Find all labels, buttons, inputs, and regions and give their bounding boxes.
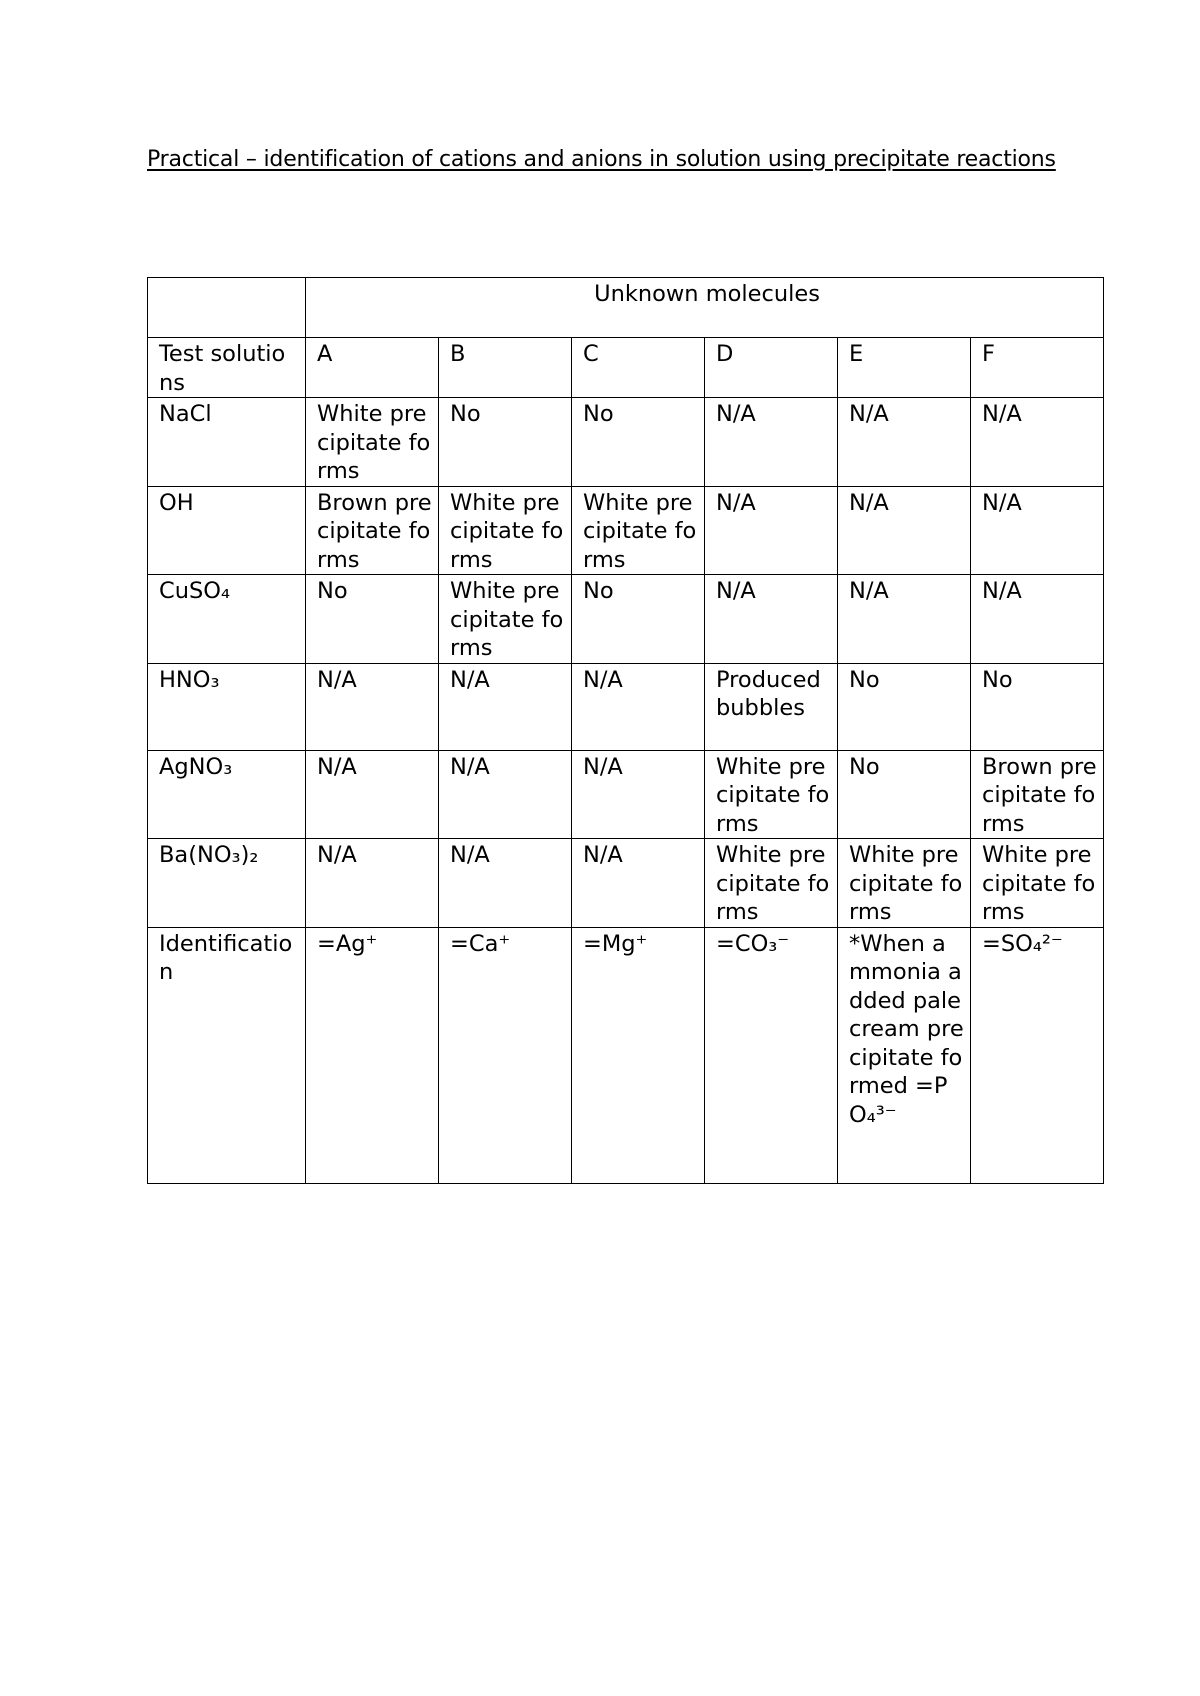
table-cell: Brown precipitate forms <box>971 750 1104 839</box>
table-cell: White precipitate forms <box>705 750 838 839</box>
table-row <box>148 398 1104 487</box>
row-label: HNO₃ <box>148 663 306 750</box>
table-cell: White precipitate forms <box>705 839 838 928</box>
table-cell: N/A <box>971 486 1104 575</box>
table-cell: No <box>838 663 971 750</box>
table-cell: N/A <box>306 663 439 750</box>
identification-cell: =SO₄²⁻ <box>971 927 1104 1183</box>
table-row <box>148 839 1104 928</box>
test-solutions-label: Test solutions <box>148 338 306 398</box>
table-cell: N/A <box>705 398 838 487</box>
table-cell: N/A <box>439 663 572 750</box>
table-cell: N/A <box>705 575 838 664</box>
column-label: D <box>705 338 838 398</box>
table-row <box>148 486 1104 575</box>
column-label: C <box>572 338 705 398</box>
row-label: CuSO₄ <box>148 575 306 664</box>
row-label: Ba(NO₃)₂ <box>148 839 306 928</box>
table-cell: White precipitate forms <box>439 575 572 664</box>
column-label: E <box>838 338 971 398</box>
table-cell: No <box>971 663 1104 750</box>
table-cell: N/A <box>838 486 971 575</box>
unknown-molecules-header: Unknown molecules <box>306 278 1104 338</box>
identification-row <box>148 927 1104 1183</box>
column-label: F <box>971 338 1104 398</box>
table-cell: N/A <box>306 750 439 839</box>
table-cell: N/A <box>439 750 572 839</box>
table-row <box>148 750 1104 839</box>
table-cell: N/A <box>838 575 971 664</box>
table-cell: No <box>572 575 705 664</box>
table-cell: N/A <box>572 663 705 750</box>
table-header-row <box>148 278 1104 338</box>
table-row <box>148 575 1104 664</box>
table-cell: N/A <box>306 839 439 928</box>
column-labels-row <box>148 338 1104 398</box>
table-cell: N/A <box>838 398 971 487</box>
column-label: A <box>306 338 439 398</box>
table-cell: White precipitate forms <box>971 839 1104 928</box>
table-cell: White precipitate forms <box>306 398 439 487</box>
results-table <box>147 277 1104 1184</box>
identification-cell: =Ag⁺ <box>306 927 439 1183</box>
identification-cell: *When ammonia added pale cream precipitate formed =PO₄³⁻ <box>838 927 971 1183</box>
row-label: OH <box>148 486 306 575</box>
table-cell: N/A <box>572 839 705 928</box>
table-cell: No <box>572 398 705 487</box>
empty-corner-cell <box>148 278 306 338</box>
table-cell: White precipitate forms <box>439 486 572 575</box>
table-cell: N/A <box>971 575 1104 664</box>
table-cell: No <box>439 398 572 487</box>
row-label: NaCl <box>148 398 306 487</box>
table-row <box>148 663 1104 750</box>
table-cell: Produced bubbles <box>705 663 838 750</box>
table-cell: No <box>838 750 971 839</box>
table-cell: N/A <box>705 486 838 575</box>
table-cell: Brown precipitate forms <box>306 486 439 575</box>
identification-cell: =Mg⁺ <box>572 927 705 1183</box>
identification-cell: =Ca⁺ <box>439 927 572 1183</box>
table-cell: N/A <box>971 398 1104 487</box>
identification-cell: =CO₃⁻ <box>705 927 838 1183</box>
document-title: Practical – identification of cations and anions in solution using precipitate reactions <box>147 147 1056 172</box>
row-label: AgNO₃ <box>148 750 306 839</box>
table-cell: N/A <box>439 839 572 928</box>
column-label: B <box>439 338 572 398</box>
table-cell: White precipitate forms <box>572 486 705 575</box>
table-cell: White precipitate forms <box>838 839 971 928</box>
identification-label: Identification <box>148 927 306 1183</box>
table-cell: No <box>306 575 439 664</box>
table-cell: N/A <box>572 750 705 839</box>
